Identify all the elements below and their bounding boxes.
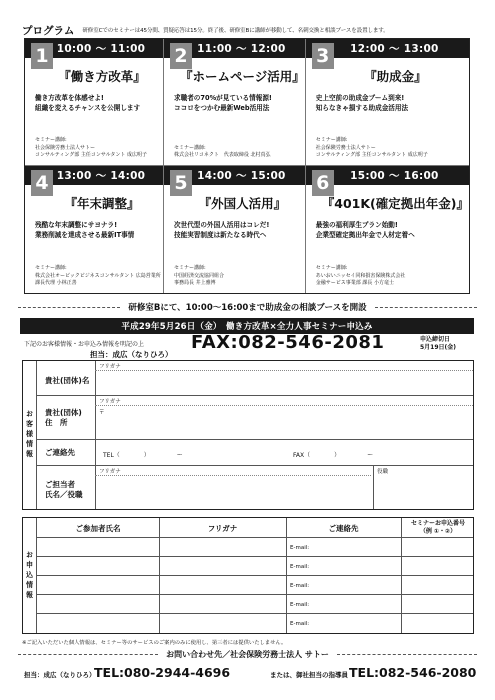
postal-mark: 〒 xyxy=(99,410,105,416)
session-number: 4 xyxy=(31,170,53,196)
session-desc: 働き方改革を体感せよ! 組織を変えるチャンスを公開します xyxy=(35,94,141,113)
contact-row xyxy=(37,440,473,466)
email-label: E-mail: xyxy=(290,564,310,570)
inquiry-text: お問い合わせ先／社会保険労務士法人 サトー xyxy=(166,649,329,659)
table-header xyxy=(37,518,473,538)
customer-info-form xyxy=(22,360,474,510)
email-label: E-mail: xyxy=(290,545,310,551)
session-number: 2 xyxy=(170,43,192,69)
email-label: E-mail: xyxy=(290,621,310,627)
session-time: 15:00 ～ 16:00 xyxy=(306,166,469,185)
program-note: 研修室Cでのセミナーは45分間、質疑応答は15分。終了後、研修室Bに講師が移動して、名刺交換と相談ブースを設置します。 xyxy=(82,28,389,34)
person-label: ご担当者 氏名／役職 xyxy=(45,480,83,499)
session-number: 6 xyxy=(312,170,334,196)
footer-contact-person: 担当：成広（なりひろ） xyxy=(24,671,96,679)
session-time: 12:00 ～ 13:00 xyxy=(306,39,469,58)
session-desc: 史上空前の助成金ブーム到来! 知らなきゃ損する助成金活用法 xyxy=(315,94,409,113)
session-3 xyxy=(306,39,469,166)
col-name: ご参加者氏名 xyxy=(75,524,121,533)
dashed-divider xyxy=(337,654,477,655)
session-title: 『年末調整』 xyxy=(64,196,140,211)
position-label: 役職 xyxy=(377,469,389,475)
participants-table xyxy=(37,518,473,633)
program-header xyxy=(22,22,482,38)
col-furigana: フリガナ xyxy=(207,524,238,533)
tel-field[interactable]: TEL（ ） ー xyxy=(103,452,183,459)
session-title: 『401K(確定拠出年金)』 xyxy=(321,196,469,211)
session-2 xyxy=(164,39,306,166)
email-label: E-mail: xyxy=(290,602,310,608)
position-field[interactable] xyxy=(375,477,471,507)
col-seminar-number: セミナーお申込番号 （例 ①・②） xyxy=(410,520,465,535)
company-name-label: 貴社(団体)名 xyxy=(45,376,90,385)
footer-alt-contact: または、御社担当の指導員 xyxy=(270,671,348,679)
session-title: 『外国人活用』 xyxy=(198,196,287,211)
session-desc: 求職者の70%が見ている情報源! ココロをつかむ最新Web活用法 xyxy=(174,94,272,113)
application-title-bar: 平成29年5月26日（金） 働き方改革×全力人事セミナー申込み xyxy=(20,318,474,334)
session-6 xyxy=(306,166,469,293)
contact-label: ご連絡先 xyxy=(45,448,75,457)
footer-office-tel[interactable]: TEL:082-546-2080 xyxy=(349,665,477,680)
table-row xyxy=(37,614,473,632)
address-field[interactable] xyxy=(97,407,471,437)
person-row xyxy=(37,466,473,509)
fax-number: FAX:082-546-2081 xyxy=(191,332,385,353)
session-speaker: セミナー講師: 株式会社オービックビジネスコンサルタント 広島営業所 課長代理 小林正善 xyxy=(35,265,161,286)
application-side-label: お申込情報 xyxy=(23,518,37,633)
session-title: 『働き方改革』 xyxy=(58,69,146,84)
furigana-label: フリガナ xyxy=(99,364,121,370)
session-speaker: セミナー講師: 株式会社リコネクト 代表取締役 北村真弘 xyxy=(174,144,271,158)
session-number: 5 xyxy=(170,170,192,196)
session-title: 『ホームページ活用』 xyxy=(180,69,305,84)
footer-mobile-tel[interactable]: TEL:080-2944-4696 xyxy=(94,665,231,680)
fax-field[interactable]: FAX（ ） ー xyxy=(293,452,374,459)
session-5 xyxy=(164,166,306,293)
furigana-label: フリガナ xyxy=(99,399,121,405)
table-row xyxy=(37,557,473,576)
session-desc: 最強の福利厚生プラン始動! 企業型確定拠出年金で人材定着へ xyxy=(315,221,415,240)
session-number: 1 xyxy=(31,43,53,69)
session-time: 14:00 ～ 15:00 xyxy=(164,166,305,185)
session-speaker: セミナー講師: 中国経済交流協同組合 事務局長 井上雅博 xyxy=(174,265,225,286)
session-speaker: セミナー講師: 社会保険労務士法人サトー コンサルティング部 主任コンサルタント 成広明子 xyxy=(315,137,428,158)
session-time: 13:00 ～ 14:00 xyxy=(25,166,163,185)
person-name-field[interactable] xyxy=(97,477,367,507)
address-label: 貴社(団体) 住 所 xyxy=(45,408,82,427)
session-1 xyxy=(25,39,164,166)
session-title: 『助成金』 xyxy=(364,69,427,84)
session-speaker: セミナー講師: 社会保険労務士法人サトー コンサルティング部 主任コンサルタント 成広明子 xyxy=(35,137,147,158)
application-form xyxy=(22,517,474,634)
furigana-label: フリガナ xyxy=(99,469,121,475)
session-speaker: セミナー講師: あいおいニッセイ同和損害保険株式会社 金融サービス事業部 課長 小方竜士 xyxy=(315,265,406,286)
session-desc: 残酷な年末調整にサヨナラ! 業務削減を達成させる最新IT事情 xyxy=(35,221,135,240)
table-row xyxy=(37,538,473,557)
session-number: 3 xyxy=(312,43,334,69)
session-4 xyxy=(25,166,164,293)
table-row xyxy=(37,576,473,595)
company-name-row xyxy=(37,361,473,396)
session-desc: 次世代型の外国人活用はコレだ! 技能実習制度は新たなる時代へ xyxy=(174,221,270,240)
deadline: 申込締切日 5月19日(金) xyxy=(420,336,457,352)
inquiry-banner xyxy=(0,647,495,661)
dashed-divider xyxy=(18,654,158,655)
company-name-field[interactable] xyxy=(97,372,471,393)
fax-note: 下記のお客様情報・お申込み情報を明記の上 xyxy=(24,341,145,348)
program-grid xyxy=(24,38,470,294)
consult-text: 研修室Bにて、10:00～16:00まで助成金の相談ブースを開設 xyxy=(128,303,367,313)
consult-banner xyxy=(0,300,495,314)
dashed-divider xyxy=(375,307,477,308)
tel-fax-line xyxy=(103,450,473,459)
program-title: プログラム xyxy=(22,24,75,37)
address-row xyxy=(37,396,473,440)
email-label: E-mail: xyxy=(290,583,310,589)
session-time: 11:00 ～ 12:00 xyxy=(164,39,305,58)
dashed-divider xyxy=(18,307,120,308)
col-contact: ご連絡先 xyxy=(328,524,359,533)
privacy-note: ※ご記入いただいた個人情報は、セミナー等のサービスのご案内のみに使用し、第三者には提供いたしません。 xyxy=(22,640,287,646)
fax-contact: 担当：成広（なりひろ） xyxy=(90,350,173,359)
table-row xyxy=(37,595,473,614)
customer-info-side-label: お客様情報 xyxy=(23,361,37,509)
session-time: 10:00 ～ 11:00 xyxy=(25,39,163,58)
